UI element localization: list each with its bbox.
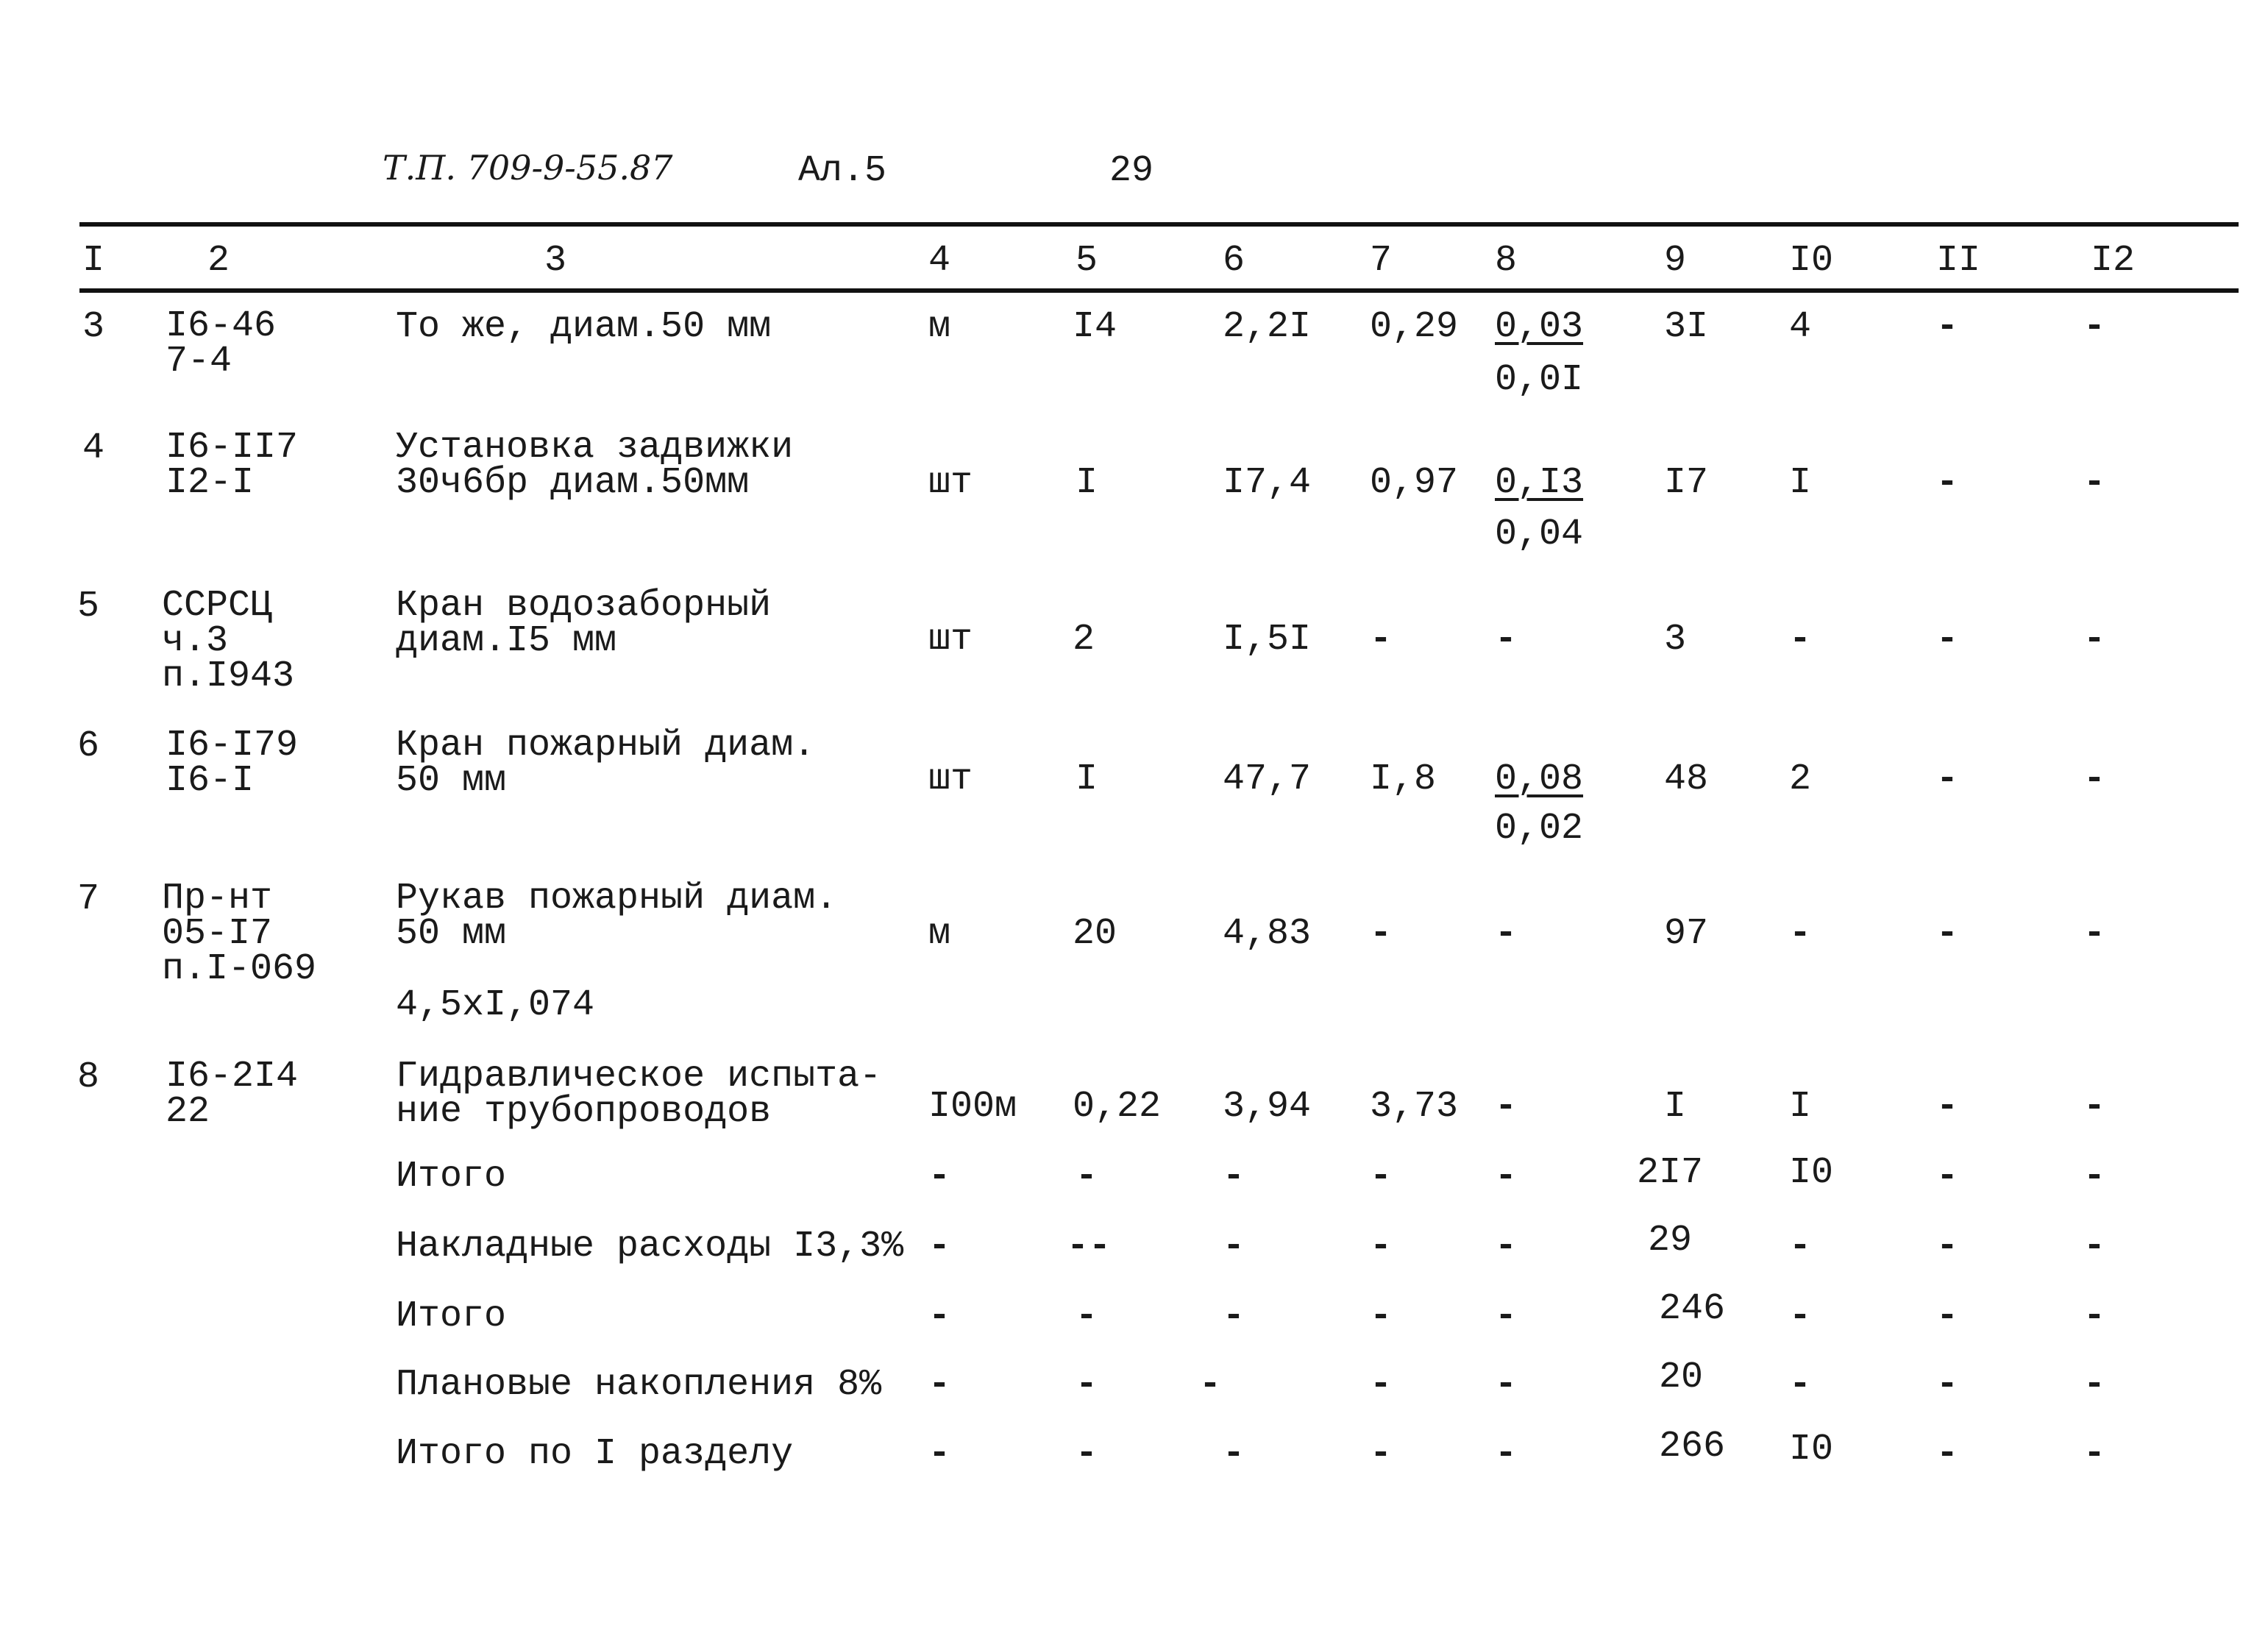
total-cost: 3I [1664, 306, 1709, 348]
cell-dash: - [1936, 1364, 1959, 1406]
cell-dash: - [1936, 758, 1959, 800]
cell-dash: - [928, 1433, 951, 1475]
unit: шт [928, 619, 973, 661]
cell-dash: - [1495, 1364, 1518, 1406]
cell-dash: - [1495, 1086, 1518, 1128]
summary-label: Итого [396, 1156, 507, 1198]
cell-dash: - [1223, 1156, 1245, 1198]
total-cost: I7 [1664, 462, 1709, 504]
cell-dash: - [2083, 913, 2106, 955]
cell-dash: - [928, 1295, 951, 1337]
cell-dash: - [1076, 1364, 1098, 1406]
norm-code: Пр-нт 05-I7 п.I-069 [162, 878, 317, 990]
summary-label: Итого по I разделу [396, 1433, 794, 1475]
cell-dash: - [1789, 913, 1812, 955]
cell-dash: - [1495, 913, 1518, 955]
work-description: Рукав пожарный диам. 50 мм [396, 878, 838, 955]
cell-dash: - [2083, 306, 2106, 348]
total-wages: 2 [1789, 758, 1812, 800]
summary-total: 29 [1648, 1220, 1693, 1262]
wages-cost: 0,29 [1370, 306, 1459, 348]
total-wages: 4 [1789, 306, 1812, 348]
norm-code: ССРСЦ ч.3 п.I943 [162, 585, 295, 697]
cell-dash: - [2083, 758, 2106, 800]
cell-dash: - [1789, 619, 1812, 661]
summary-total: 246 [1659, 1288, 1726, 1330]
cell-dash: - [1370, 1226, 1393, 1267]
summary-label: Плановые накопления 8% [396, 1364, 882, 1406]
cell-dash: - [1789, 1226, 1812, 1267]
machine-cost-bottom: 0,02 [1495, 808, 1584, 850]
unit-cost: 4,83 [1223, 913, 1312, 955]
cell-dash: - [1370, 1156, 1393, 1198]
row-number: 4 [82, 427, 105, 469]
quantity-formula: 4,5хI,074 [396, 984, 595, 1026]
cell-dash: -- [1067, 1226, 1112, 1267]
cell-dash: - [1495, 1433, 1518, 1475]
cell-dash: - [928, 1156, 951, 1198]
summary-wages: I0 [1789, 1429, 1834, 1471]
machine-cost-top: 0,08 [1495, 758, 1584, 800]
unit-cost: 47,7 [1223, 758, 1312, 800]
norm-code: I6-I79 I6-I [166, 725, 299, 802]
unit-cost: I7,4 [1223, 462, 1312, 504]
total-cost: I [1664, 1086, 1687, 1128]
cell-dash: - [1076, 1295, 1098, 1337]
cell-dash: - [2083, 1295, 2106, 1337]
machine-cost-top: 0,03 [1495, 306, 1584, 348]
column-header: 4 [928, 240, 951, 282]
column-header: II [1936, 240, 1981, 282]
column-header: I [82, 240, 105, 282]
cell-dash: - [2083, 1156, 2106, 1198]
wages-cost: 0,97 [1370, 462, 1459, 504]
work-description: То же, диам.50 мм [396, 306, 772, 348]
quantity: 0,22 [1073, 1086, 1162, 1128]
norm-code: I6-II7 I2-I [166, 427, 299, 504]
cell-dash: - [1936, 619, 1959, 661]
cell-dash: - [1370, 1364, 1393, 1406]
cell-dash: - [1223, 1433, 1245, 1475]
summary-label: Накладные расходы I3,3% [396, 1226, 904, 1267]
cell-dash: - [928, 1226, 951, 1267]
work-description: Установка задвижки 30ч6бр диам.50мм [396, 427, 794, 504]
unit: I00м [928, 1086, 1017, 1128]
column-header: I0 [1789, 240, 1834, 282]
unit: шт [928, 462, 973, 504]
machine-cost-bottom: 0,04 [1495, 513, 1584, 555]
norm-code: I6-46 7-4 [166, 305, 277, 383]
cell-dash: - [1076, 1433, 1098, 1475]
cell-dash: - [1495, 619, 1518, 661]
summary-wages: I0 [1789, 1152, 1834, 1194]
summary-total: 20 [1659, 1356, 1704, 1398]
table-top-rule [79, 222, 2239, 227]
album-label: Ал.5 [798, 150, 887, 192]
cell-dash: - [1936, 1156, 1959, 1198]
unit-cost: 3,94 [1223, 1086, 1312, 1128]
row-number: 3 [82, 306, 105, 348]
column-header: 2 [207, 240, 230, 282]
cell-dash: - [1370, 619, 1393, 661]
unit-cost: I,5I [1223, 619, 1312, 661]
machine-cost-bottom: 0,0I [1495, 359, 1584, 401]
document-code: Т.П. 709-9-55.87 [383, 148, 673, 188]
row-number: 7 [77, 878, 100, 920]
cell-dash: - [1936, 913, 1959, 955]
cell-dash: - [1223, 1295, 1245, 1337]
cell-dash: - [1936, 1226, 1959, 1267]
column-header: 7 [1370, 240, 1393, 282]
unit: м [928, 306, 951, 348]
page-number: 29 [1109, 150, 1154, 192]
cell-dash: - [1936, 1433, 1959, 1475]
column-header: 6 [1223, 240, 1245, 282]
quantity: 2 [1073, 619, 1095, 661]
header-bottom-rule [79, 288, 2239, 293]
work-description: Кран пожарный диам. 50 мм [396, 725, 816, 802]
cell-dash: - [1495, 1156, 1518, 1198]
cell-dash: - [1223, 1226, 1245, 1267]
quantity: 20 [1073, 913, 1117, 955]
norm-code: I6-2I4 22 [166, 1056, 299, 1133]
quantity: I [1076, 462, 1098, 504]
quantity: I4 [1073, 306, 1117, 348]
cell-dash: - [2083, 1433, 2106, 1475]
total-cost: 3 [1664, 619, 1687, 661]
cell-dash: - [2083, 619, 2106, 661]
column-header: 3 [544, 240, 567, 282]
unit: шт [928, 758, 973, 800]
cell-dash: - [1789, 1364, 1812, 1406]
cell-dash: - [1199, 1364, 1222, 1406]
total-wages: I [1789, 462, 1812, 504]
column-header: I2 [2091, 240, 2136, 282]
cell-dash: - [1495, 1226, 1518, 1267]
cell-dash: - [2083, 1364, 2106, 1406]
total-cost: 48 [1664, 758, 1709, 800]
cell-dash: - [2083, 1226, 2106, 1267]
row-number: 8 [77, 1056, 100, 1098]
work-description: Кран водозаборный диам.I5 мм [396, 585, 772, 662]
cell-dash: - [1936, 1295, 1959, 1337]
row-number: 6 [77, 725, 100, 767]
cell-dash: - [928, 1364, 951, 1406]
cell-dash: - [1789, 1295, 1812, 1337]
cell-dash: - [2083, 462, 2106, 504]
wages-cost: I,8 [1370, 758, 1437, 800]
cell-dash: - [1936, 1086, 1959, 1128]
machine-cost-top: 0,I3 [1495, 462, 1584, 504]
quantity: I [1076, 758, 1098, 800]
cell-dash: - [1936, 306, 1959, 348]
cell-dash: - [1370, 1433, 1393, 1475]
cell-dash: - [1370, 913, 1393, 955]
summary-total: 2I7 [1637, 1152, 1704, 1194]
column-header: 8 [1495, 240, 1518, 282]
cell-dash: - [1370, 1295, 1393, 1337]
work-description: Гидравлическое испыта- ние трубопроводов [396, 1056, 882, 1133]
unit-cost: 2,2I [1223, 306, 1312, 348]
unit: м [928, 913, 951, 955]
total-wages: I [1789, 1086, 1812, 1128]
cell-dash: - [1495, 1295, 1518, 1337]
wages-cost: 3,73 [1370, 1086, 1459, 1128]
column-header: 9 [1664, 240, 1687, 282]
cell-dash: - [1076, 1156, 1098, 1198]
summary-label: Итого [396, 1295, 507, 1337]
column-header: 5 [1076, 240, 1098, 282]
total-cost: 97 [1664, 913, 1709, 955]
row-number: 5 [77, 586, 100, 627]
cell-dash: - [1936, 462, 1959, 504]
summary-total: 266 [1659, 1426, 1726, 1468]
cell-dash: - [2083, 1086, 2106, 1128]
